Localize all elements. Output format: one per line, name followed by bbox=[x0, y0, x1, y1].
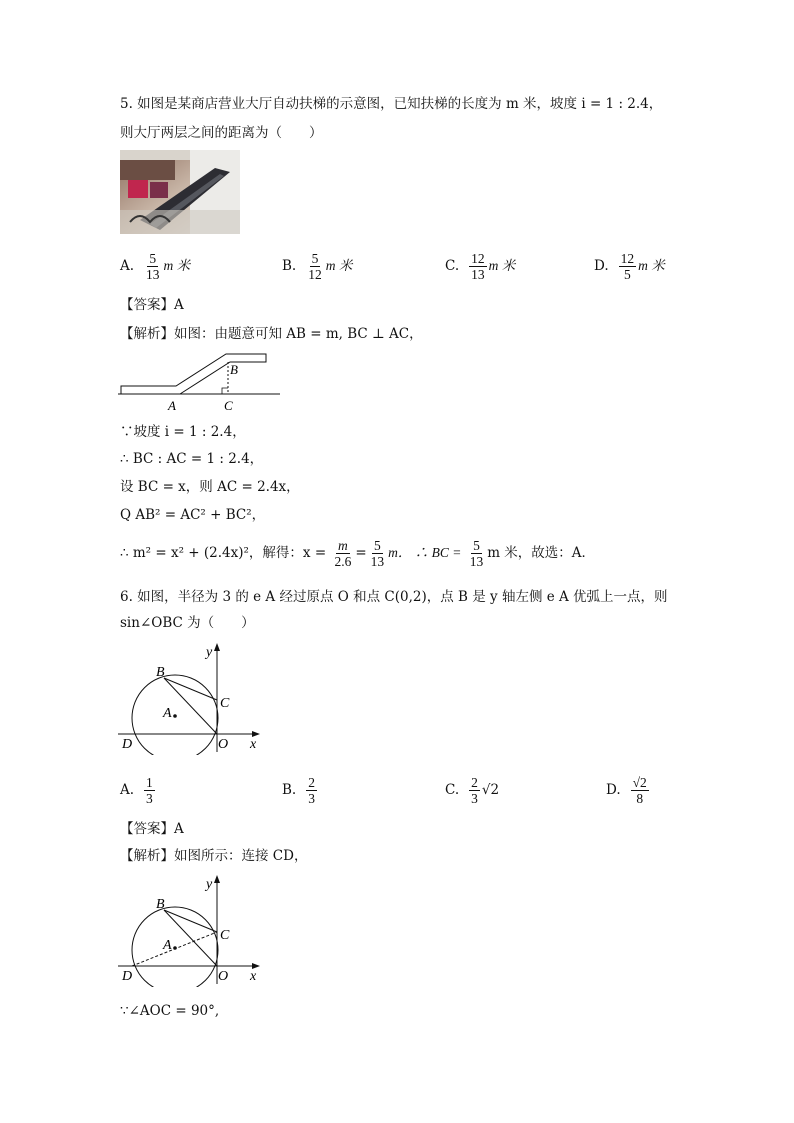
frac-den: 8 bbox=[636, 791, 644, 806]
label-o: O bbox=[218, 969, 229, 984]
frac-num: 2 bbox=[308, 775, 315, 790]
escalator-photo bbox=[120, 150, 240, 234]
q6-step1: ∵∠AOC = 90°, bbox=[120, 1003, 220, 1019]
q5-option-b-fraction bbox=[306, 251, 324, 282]
frac-den: 13 bbox=[469, 554, 484, 569]
q5-option-c-unit: m 米 bbox=[488, 258, 516, 273]
q5-option-d-unit: m 米 bbox=[638, 258, 665, 273]
frac-den: 12 bbox=[308, 267, 322, 282]
q5-answer: 【答案】A bbox=[120, 297, 184, 313]
q5-option-b[interactable] bbox=[282, 248, 352, 284]
q6-option-a[interactable] bbox=[120, 772, 157, 808]
q6-analysis: 【解析】如图所示：连接 CD， bbox=[120, 848, 308, 864]
q5-option-c[interactable] bbox=[445, 248, 515, 284]
step5-eq: = bbox=[355, 545, 367, 561]
q6-option-a-fraction bbox=[144, 775, 155, 806]
step5-text-c: m 米，故选：A． bbox=[487, 545, 596, 561]
q5-line1: 5. 如图是某商店营业大厅自动扶梯的示意图，已知扶梯的长度为 m 米，坡度 i = 1 : 2.4， bbox=[120, 96, 663, 112]
q5-option-c-fraction bbox=[469, 251, 487, 282]
frac-den: 3 bbox=[308, 791, 315, 806]
q5-option-a-fraction bbox=[144, 251, 162, 282]
q5-step4: Q AB² = AC² + BC²， bbox=[120, 507, 266, 523]
label-d: D bbox=[122, 737, 133, 752]
q5-option-d[interactable] bbox=[594, 248, 665, 284]
q6-option-c-fraction bbox=[469, 775, 480, 806]
q5-option-b-letter: B. bbox=[282, 258, 297, 274]
q5-step5 bbox=[120, 536, 595, 570]
q6-line2: sin∠OBC 为（ ） bbox=[120, 615, 255, 631]
frac-num: 1 bbox=[146, 775, 153, 790]
q5-option-b-unit: m 米 bbox=[325, 258, 353, 273]
step5-frac2 bbox=[369, 538, 387, 569]
frac-num: 5 bbox=[473, 538, 480, 553]
frac-num: 5 bbox=[311, 251, 319, 266]
q5-option-d-fraction bbox=[619, 251, 637, 282]
q5-option-a-unit: m 米 bbox=[163, 258, 191, 273]
label-x: x bbox=[250, 737, 257, 752]
q6-option-c[interactable] bbox=[445, 772, 499, 808]
q6-option-a-letter: A. bbox=[120, 782, 135, 798]
frac-num: 5 bbox=[149, 251, 157, 266]
label-b: B bbox=[156, 665, 165, 680]
q6-option-d[interactable] bbox=[606, 772, 651, 808]
frac-den: 13 bbox=[370, 554, 385, 569]
step5-frac1 bbox=[332, 538, 353, 569]
label-d: D bbox=[122, 969, 133, 984]
q6-line1: 6. 如图，半径为 3 的 e A 经过原点 O 和点 C(0,2)，点 B 是 y 轴左侧 e A 优弧上一点，则 bbox=[120, 589, 668, 605]
label-y: y bbox=[206, 877, 213, 892]
q5-option-a-letter: A. bbox=[120, 258, 135, 274]
label-a: A bbox=[163, 938, 172, 953]
q5-option-c-letter: C. bbox=[445, 258, 460, 274]
circle-diagram-1 bbox=[118, 640, 263, 755]
q5-line2: 则大厅两层之间的距离为（ ） bbox=[120, 125, 323, 141]
label-c: C bbox=[220, 928, 230, 943]
q5-step3: 设 BC = x，则 AC = 2.4x， bbox=[120, 479, 300, 495]
q6-option-c-letter: C. bbox=[445, 782, 460, 798]
q6-option-b[interactable] bbox=[282, 772, 319, 808]
step5-text-b: m． ∴ BC = bbox=[388, 545, 462, 560]
q5-option-d-letter: D. bbox=[594, 258, 609, 274]
q5-analysis: 【解析】如图：由题意可知 AB = m, BC ⊥ AC， bbox=[120, 326, 423, 342]
label-b: B bbox=[156, 897, 165, 912]
frac-den: 3 bbox=[471, 791, 478, 806]
q5-step1: ∵坡度 i = 1 : 2.4， bbox=[120, 424, 246, 440]
frac-num: m bbox=[338, 538, 348, 553]
q6-option-d-fraction bbox=[631, 775, 649, 806]
label-y: y bbox=[206, 645, 213, 660]
q5-step2: ∴ BC : AC = 1 : 2.4， bbox=[120, 451, 264, 467]
q6-option-d-letter: D. bbox=[606, 782, 621, 798]
label-o: O bbox=[218, 737, 229, 752]
frac-den: 5 bbox=[624, 267, 631, 282]
frac-num: 12 bbox=[471, 251, 485, 266]
frac-den: 13 bbox=[471, 267, 485, 282]
frac-num: 12 bbox=[620, 251, 635, 266]
label-c: C bbox=[220, 696, 230, 711]
q6-option-b-fraction bbox=[306, 775, 317, 806]
frac-num: √2 bbox=[632, 775, 647, 790]
q6-option-c-sqrt: √2 bbox=[481, 782, 500, 798]
escalator-diagram bbox=[118, 348, 283, 414]
step5-frac3 bbox=[468, 538, 486, 569]
q6-option-b-letter: B. bbox=[282, 782, 297, 798]
q5-option-a[interactable] bbox=[120, 248, 190, 284]
frac-den: 2.6 bbox=[334, 554, 352, 569]
frac-den: 13 bbox=[146, 267, 160, 282]
step5-text-a: ∴ m² = x² + (2.4x)²，解得：x = bbox=[120, 545, 327, 561]
circle-diagram-2 bbox=[118, 872, 263, 987]
frac-den: 3 bbox=[146, 791, 153, 806]
label-a: A bbox=[163, 706, 172, 721]
label-x: x bbox=[250, 969, 257, 984]
q6-answer: 【答案】A bbox=[120, 821, 184, 837]
label-a: A bbox=[168, 398, 176, 413]
frac-num: 5 bbox=[374, 538, 381, 553]
frac-num: 2 bbox=[471, 775, 478, 790]
label-b: B bbox=[230, 362, 238, 377]
label-c: C bbox=[224, 398, 233, 413]
